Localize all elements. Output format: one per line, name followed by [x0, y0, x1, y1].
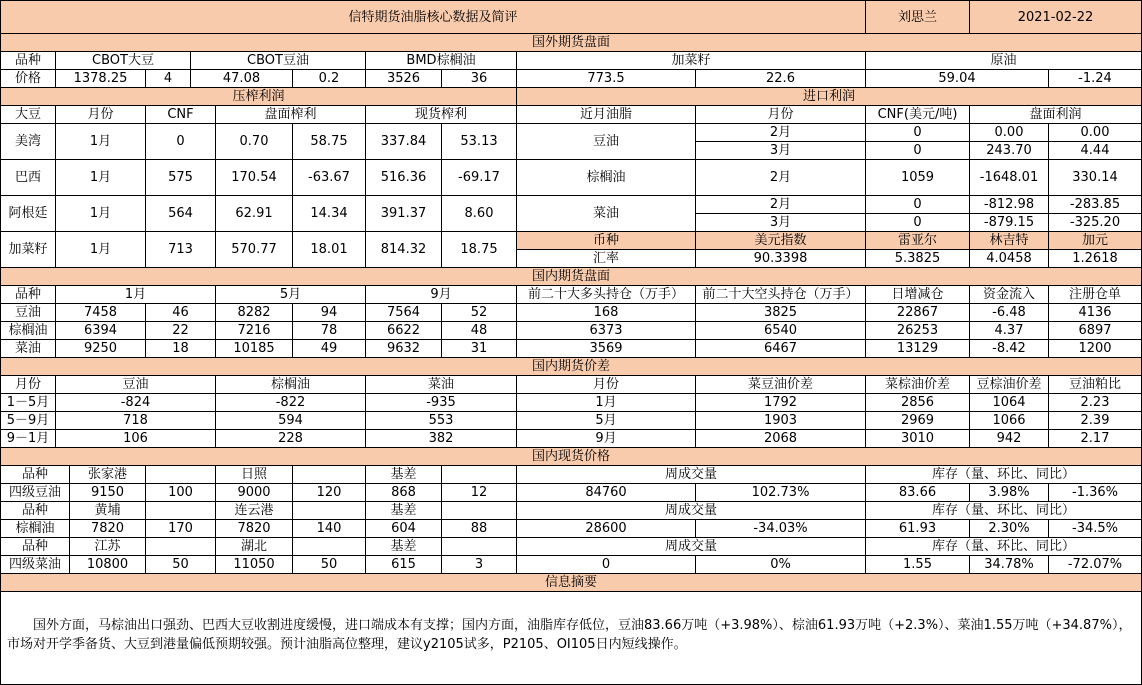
spot-volume-change: -34.03%	[696, 520, 866, 538]
import-cnf: 1059	[866, 160, 970, 196]
spot-basis-change: 88	[442, 520, 517, 538]
report-date: 2021-02-22	[970, 0, 1142, 34]
spot-location: 日照	[216, 466, 293, 484]
domestic-change: 94	[293, 304, 366, 322]
domestic-header: 1月	[56, 286, 216, 304]
import-cnf: 0	[866, 142, 970, 160]
spot-label-volume: 周成交量	[517, 538, 866, 556]
spread-rape-palm: 2856	[866, 394, 970, 412]
spot-stock: 83.66	[866, 484, 970, 502]
spread-period: 1－5月	[0, 394, 56, 412]
domestic-header: 前二十大空头持仓（万手）	[696, 286, 866, 304]
domestic-variety: 菜油	[0, 340, 56, 358]
crush-header: 月份	[56, 106, 146, 124]
spread-rapeseed: 553	[366, 412, 517, 430]
spot-label-stock: 库存（量、环比、同比）	[866, 538, 1142, 556]
import-month: 2月	[696, 160, 866, 196]
spot-price-change: 100	[146, 484, 216, 502]
crush-paper-change: -63.67	[293, 160, 366, 196]
spread-palm: 228	[216, 430, 366, 448]
crush-paper-change: 58.75	[293, 124, 366, 160]
crush-header: CNF	[146, 106, 216, 124]
domestic-variety: 豆油	[0, 304, 56, 322]
spot-price: 11050	[216, 556, 293, 574]
spread-header: 豆油	[56, 376, 216, 394]
spot-location: 湖北	[216, 538, 293, 556]
spot-stock-mom: 34.78%	[970, 556, 1049, 574]
crush-spot-change: 53.13	[442, 124, 517, 160]
crush-spot: 337.84	[366, 124, 442, 160]
info-summary-text: 国外方面，马棕油出口强劲、巴西大豆收割进度缓慢，进口端成本有支撑；国内方面，油脂库存低位，豆油83.66万吨（+3.98%）、棕油61.93万吨（+2.3%）、菜油1.55万吨（+34.87%），市场对开学季备货、大豆到港量偏低预期较强。预计油脂高位整理，建议y2105试多，P2105、OI105日内短线操作。	[0, 592, 1142, 685]
domestic-change: 31	[442, 340, 517, 358]
spot-volume: 0	[517, 556, 696, 574]
spread-month: 9月	[517, 430, 696, 448]
fx-header: 林吉特	[970, 232, 1049, 250]
domestic-change: 48	[442, 322, 517, 340]
domestic-price: 7458	[56, 304, 146, 322]
label-variety: 品种	[0, 52, 56, 70]
domestic-fund-flow: -6.48	[970, 304, 1049, 322]
author-name: 刘思兰	[866, 0, 970, 34]
spread-header: 月份	[0, 376, 56, 394]
spread-header: 棕榈油	[216, 376, 366, 394]
spot-location: 张家港	[70, 466, 146, 484]
foreign-price: 3526	[366, 70, 442, 88]
domestic-change: 22	[146, 322, 216, 340]
crush-cnf: 564	[146, 196, 216, 232]
spread-header: 月份	[517, 376, 696, 394]
foreign-name-crude: 原油	[866, 52, 1142, 70]
domestic-header: 资金流入	[970, 286, 1049, 304]
domestic-long-position: 6373	[517, 322, 696, 340]
label-price: 价格	[0, 70, 56, 88]
spread-period: 9－1月	[0, 430, 56, 448]
crush-spot: 516.36	[366, 160, 442, 196]
crush-paper: 0.70	[216, 124, 293, 160]
import-margin: -812.98	[970, 196, 1049, 214]
crush-paper: 170.54	[216, 160, 293, 196]
spot-stock-yoy: -1.36%	[1049, 484, 1142, 502]
spread-soy-palm: 1064	[970, 394, 1049, 412]
domestic-price: 10185	[216, 340, 293, 358]
import-oil-name: 菜油	[517, 196, 696, 232]
foreign-name-cbot-soybean: CBOT大豆	[56, 52, 191, 70]
crush-paper: 62.91	[216, 196, 293, 232]
domestic-price: 9632	[366, 340, 442, 358]
import-header: 月份	[696, 106, 866, 124]
spread-rape-palm: 3010	[866, 430, 970, 448]
spot-stock-yoy: -34.5%	[1049, 520, 1142, 538]
crush-origin: 巴西	[0, 160, 56, 196]
spread-rapeseed: -935	[366, 394, 517, 412]
import-margin-change: -325.20	[1049, 214, 1142, 232]
spot-empty-cell	[146, 466, 216, 484]
domestic-oi-change: 26253	[866, 322, 970, 340]
domestic-change: 46	[146, 304, 216, 322]
import-header: CNF(美元/吨)	[866, 106, 970, 124]
crush-cnf: 0	[146, 124, 216, 160]
import-cnf: 0	[866, 214, 970, 232]
spread-rape-palm: 2969	[866, 412, 970, 430]
fx-label: 汇率	[517, 250, 696, 268]
spread-header: 菜油	[366, 376, 517, 394]
spot-basis: 868	[366, 484, 442, 502]
section-domestic-futures: 国内期货盘面	[0, 268, 1142, 286]
spot-variety: 四级豆油	[0, 484, 70, 502]
import-header: 盘面利润	[970, 106, 1142, 124]
spot-price-change: 50	[293, 556, 366, 574]
spread-rape-soy: 2068	[696, 430, 866, 448]
foreign-name-cbot-soyoil: CBOT豆油	[191, 52, 366, 70]
spread-header: 菜棕油价差	[866, 376, 970, 394]
spot-empty-cell	[293, 538, 366, 556]
spot-price-change: 120	[293, 484, 366, 502]
spot-price: 9000	[216, 484, 293, 502]
domestic-change: 52	[442, 304, 517, 322]
spot-stock: 61.93	[866, 520, 970, 538]
crush-paper: 570.77	[216, 232, 293, 268]
domestic-short-position: 6540	[696, 322, 866, 340]
import-margin-change: 330.14	[1049, 160, 1142, 196]
spot-label-volume: 周成交量	[517, 502, 866, 520]
spread-palm: -822	[216, 394, 366, 412]
spot-volume-change: 0%	[696, 556, 866, 574]
spot-stock-mom: 2.30%	[970, 520, 1049, 538]
crush-cnf: 713	[146, 232, 216, 268]
domestic-price: 6394	[56, 322, 146, 340]
domestic-price: 7216	[216, 322, 293, 340]
foreign-name-bmd-palm: BMD棕榈油	[366, 52, 517, 70]
spread-soy-palm: 1066	[970, 412, 1049, 430]
section-domestic-spot: 国内现货价格	[0, 448, 1142, 466]
domestic-variety: 棕榈油	[0, 322, 56, 340]
import-oil-name: 棕榈油	[517, 160, 696, 196]
domestic-header: 注册仓单	[1049, 286, 1142, 304]
domestic-header: 日增减仓	[866, 286, 970, 304]
fx-value: 90.3398	[696, 250, 866, 268]
import-cnf: 0	[866, 196, 970, 214]
spot-label-stock: 库存（量、环比、同比）	[866, 466, 1142, 484]
fx-value: 4.0458	[970, 250, 1049, 268]
foreign-name-canola: 加菜籽	[517, 52, 866, 70]
spot-empty-cell	[442, 502, 517, 520]
fx-header: 雷亚尔	[866, 232, 970, 250]
crush-spot-change: 8.60	[442, 196, 517, 232]
import-margin-change: 4.44	[1049, 142, 1142, 160]
domestic-fund-flow: 4.37	[970, 322, 1049, 340]
spread-soyoil: 106	[56, 430, 216, 448]
spread-header: 菜豆油价差	[696, 376, 866, 394]
domestic-header: 前二十大多头持仓（万手）	[517, 286, 696, 304]
spot-volume-change: 102.73%	[696, 484, 866, 502]
domestic-header: 9月	[366, 286, 517, 304]
crush-spot-change: 18.75	[442, 232, 517, 268]
section-info-summary: 信息摘要	[0, 574, 1142, 592]
import-oil-name: 豆油	[517, 124, 696, 160]
spot-volume: 84760	[517, 484, 696, 502]
spread-soyoil: -824	[56, 394, 216, 412]
spot-basis-change: 3	[442, 556, 517, 574]
crush-header: 现货榨利	[366, 106, 517, 124]
domestic-header: 5月	[216, 286, 366, 304]
domestic-price: 8282	[216, 304, 293, 322]
crush-origin: 美湾	[0, 124, 56, 160]
crush-header: 大豆	[0, 106, 56, 124]
foreign-price: 59.04	[866, 70, 1049, 88]
crush-header: 盘面榨利	[216, 106, 366, 124]
foreign-change: 0.2	[293, 70, 366, 88]
domestic-warehouse-receipts: 1200	[1049, 340, 1142, 358]
import-header: 近月油脂	[517, 106, 696, 124]
spot-variety: 四级菜油	[0, 556, 70, 574]
spot-location: 连云港	[216, 502, 293, 520]
import-margin-change: 0.00	[1049, 124, 1142, 142]
spot-empty-cell	[442, 466, 517, 484]
import-margin: -1648.01	[970, 160, 1049, 196]
spot-basis: 604	[366, 520, 442, 538]
spread-header: 豆油粕比	[1049, 376, 1142, 394]
crush-month: 1月	[56, 160, 146, 196]
spread-soyoil: 718	[56, 412, 216, 430]
fx-header: 币种	[517, 232, 696, 250]
spread-oil-meal-ratio: 2.39	[1049, 412, 1142, 430]
section-import-margin: 进口利润	[517, 88, 1142, 106]
fx-header: 美元指数	[696, 232, 866, 250]
spot-stock: 1.55	[866, 556, 970, 574]
spot-price: 7820	[216, 520, 293, 538]
spot-label-basis: 基差	[366, 466, 442, 484]
spot-label-variety: 品种	[0, 502, 70, 520]
crush-origin: 阿根廷	[0, 196, 56, 232]
spread-oil-meal-ratio: 2.23	[1049, 394, 1142, 412]
import-month: 2月	[696, 196, 866, 214]
import-margin: -879.15	[970, 214, 1049, 232]
spot-stock-yoy: -72.07%	[1049, 556, 1142, 574]
spot-label-variety: 品种	[0, 466, 70, 484]
fx-value: 5.3825	[866, 250, 970, 268]
spread-period: 5－9月	[0, 412, 56, 430]
import-margin: 243.70	[970, 142, 1049, 160]
section-foreign-futures: 国外期货盘面	[0, 34, 1142, 52]
spot-stock-mom: 3.98%	[970, 484, 1049, 502]
import-margin-change: -283.85	[1049, 196, 1142, 214]
foreign-change: 22.6	[696, 70, 866, 88]
import-month: 3月	[696, 214, 866, 232]
spot-label-volume: 周成交量	[517, 466, 866, 484]
spot-empty-cell	[146, 502, 216, 520]
sheet-title: 信特期货油脂核心数据及简评	[0, 0, 866, 34]
crush-cnf: 575	[146, 160, 216, 196]
import-month: 2月	[696, 124, 866, 142]
foreign-price: 773.5	[517, 70, 696, 88]
spot-price-change: 170	[146, 520, 216, 538]
spot-location: 黄埔	[70, 502, 146, 520]
spread-palm: 594	[216, 412, 366, 430]
crush-spot: 391.37	[366, 196, 442, 232]
foreign-price: 1378.25	[56, 70, 146, 88]
domestic-short-position: 3825	[696, 304, 866, 322]
domestic-oi-change: 22867	[866, 304, 970, 322]
spread-soy-palm: 942	[970, 430, 1049, 448]
domestic-change: 49	[293, 340, 366, 358]
domestic-change: 78	[293, 322, 366, 340]
spot-label-stock: 库存（量、环比、同比）	[866, 502, 1142, 520]
spot-variety: 棕榈油	[0, 520, 70, 538]
spot-price: 9150	[70, 484, 146, 502]
spot-price-change: 50	[146, 556, 216, 574]
spot-empty-cell	[293, 502, 366, 520]
spot-empty-cell	[146, 538, 216, 556]
foreign-price: 47.08	[191, 70, 293, 88]
crush-month: 1月	[56, 196, 146, 232]
crush-paper-change: 18.01	[293, 232, 366, 268]
spread-rape-soy: 1792	[696, 394, 866, 412]
domestic-change: 18	[146, 340, 216, 358]
crush-spot-change: -69.17	[442, 160, 517, 196]
import-margin: 0.00	[970, 124, 1049, 142]
spot-price: 7820	[70, 520, 146, 538]
spot-volume: 28600	[517, 520, 696, 538]
import-month: 3月	[696, 142, 866, 160]
domestic-price: 9250	[56, 340, 146, 358]
crush-month: 1月	[56, 232, 146, 268]
spread-month: 1月	[517, 394, 696, 412]
crush-month: 1月	[56, 124, 146, 160]
domestic-price: 6622	[366, 322, 442, 340]
spot-location: 江苏	[70, 538, 146, 556]
spot-label-basis: 基差	[366, 502, 442, 520]
crush-origin: 加菜籽	[0, 232, 56, 268]
fx-value: 1.2618	[1049, 250, 1142, 268]
domestic-oi-change: 13129	[866, 340, 970, 358]
section-crush-margin: 压榨利润	[0, 88, 517, 106]
domestic-header: 品种	[0, 286, 56, 304]
spot-label-variety: 品种	[0, 538, 70, 556]
spot-basis-change: 12	[442, 484, 517, 502]
crush-spot: 814.32	[366, 232, 442, 268]
domestic-short-position: 6467	[696, 340, 866, 358]
import-cnf: 0	[866, 124, 970, 142]
foreign-change: 36	[442, 70, 517, 88]
domestic-warehouse-receipts: 4136	[1049, 304, 1142, 322]
spot-basis: 615	[366, 556, 442, 574]
spot-price: 10800	[70, 556, 146, 574]
spot-empty-cell	[442, 538, 517, 556]
spot-label-basis: 基差	[366, 538, 442, 556]
fx-header: 加元	[1049, 232, 1142, 250]
spread-oil-meal-ratio: 2.17	[1049, 430, 1142, 448]
domestic-long-position: 3569	[517, 340, 696, 358]
crush-paper-change: 14.34	[293, 196, 366, 232]
domestic-fund-flow: -8.42	[970, 340, 1049, 358]
domestic-long-position: 168	[517, 304, 696, 322]
domestic-price: 7564	[366, 304, 442, 322]
section-domestic-spread: 国内期货价差	[0, 358, 1142, 376]
domestic-warehouse-receipts: 6897	[1049, 322, 1142, 340]
spread-rape-soy: 1903	[696, 412, 866, 430]
spot-price-change: 140	[293, 520, 366, 538]
spread-header: 豆棕油价差	[970, 376, 1049, 394]
foreign-change: -1.24	[1049, 70, 1142, 88]
foreign-change: 4	[146, 70, 191, 88]
spot-empty-cell	[293, 466, 366, 484]
spread-month: 5月	[517, 412, 696, 430]
spread-rapeseed: 382	[366, 430, 517, 448]
